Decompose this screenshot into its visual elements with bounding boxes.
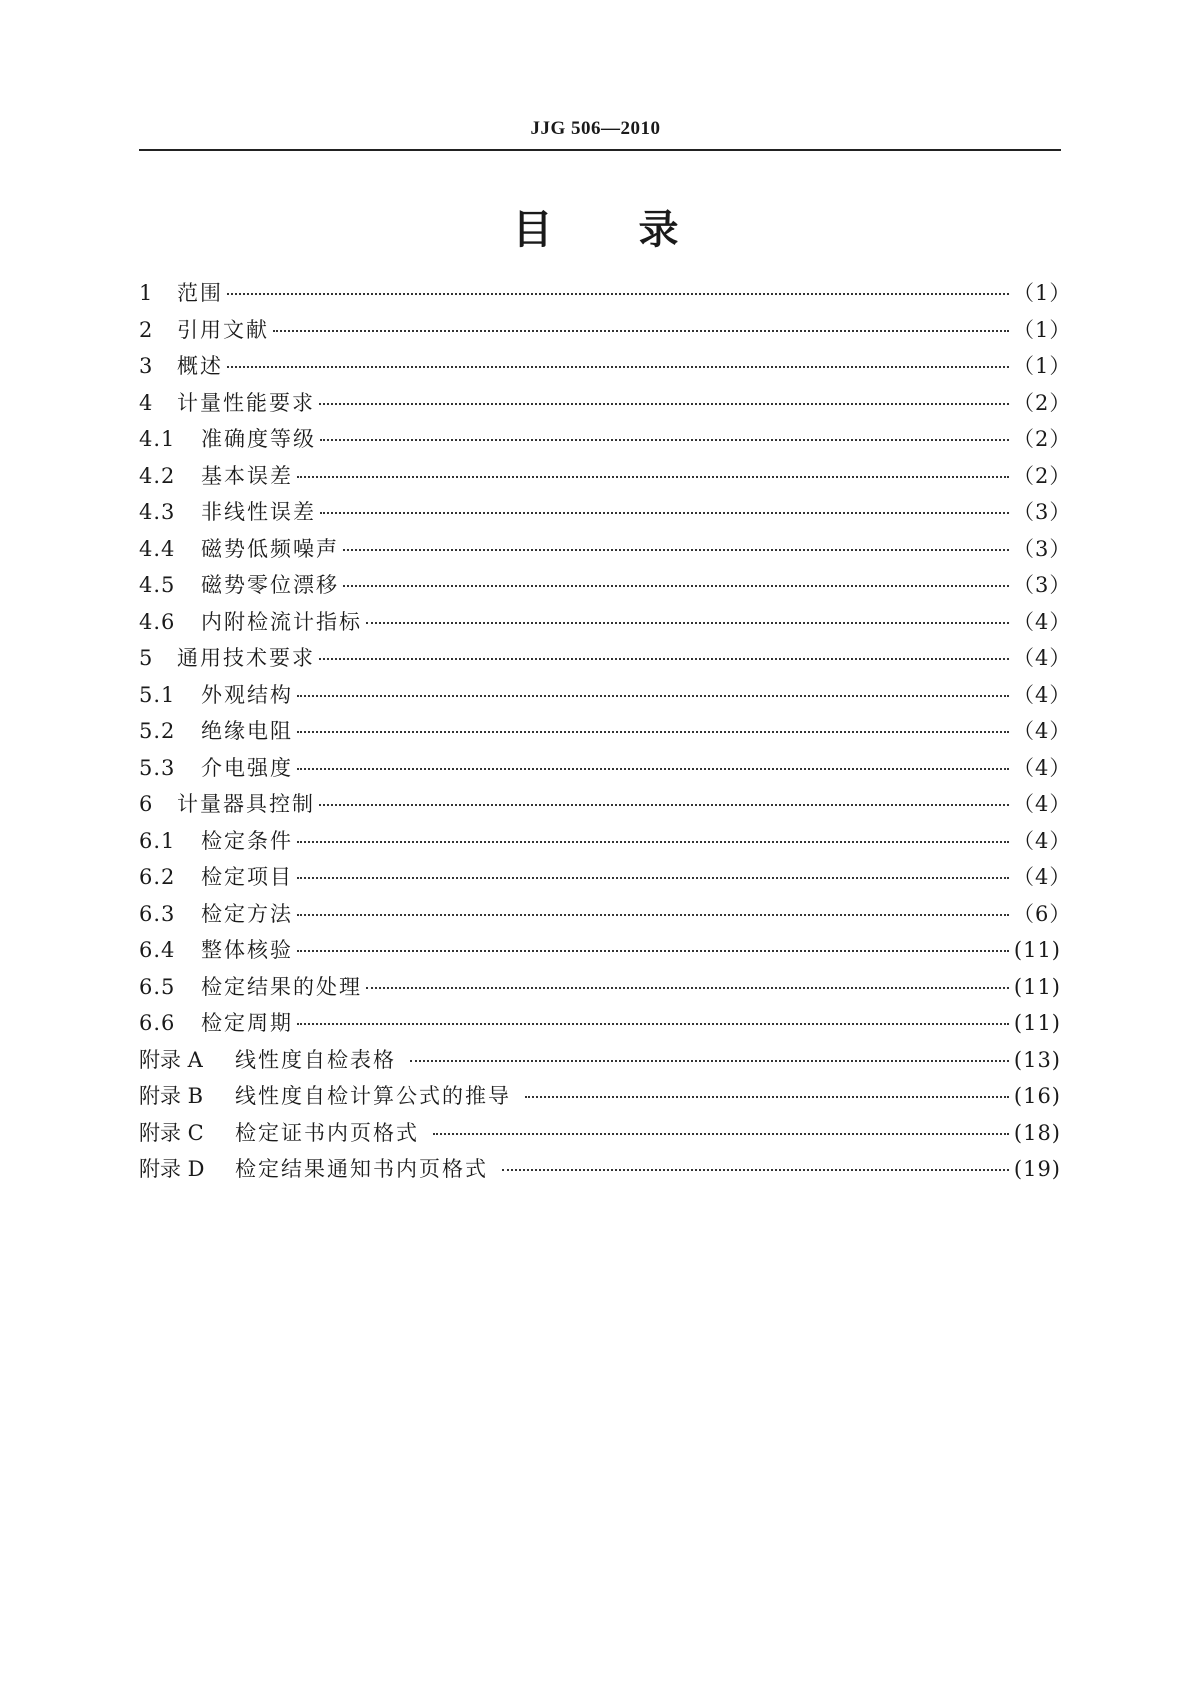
toc-entry-number: 附录 D [139, 1157, 205, 1181]
toc-entry-title: 介电强度 [201, 755, 293, 780]
toc-entry[interactable] [139, 387, 1072, 424]
toc-dot-leader [297, 823, 1009, 843]
toc-entry-number: 6 [139, 792, 154, 816]
toc-entry-number: 5.2 [139, 719, 176, 743]
toc-entry-page: （1） [1013, 354, 1072, 378]
title-char-2: 录 [638, 207, 679, 253]
toc-entry-page: （6） [1013, 901, 1072, 926]
table-of-contents [139, 277, 1072, 1190]
toc-entry-number: 6.4 [139, 938, 176, 962]
toc-dot-leader [320, 494, 1009, 514]
toc-entry[interactable] [139, 460, 1072, 497]
toc-dot-leader [297, 713, 1009, 733]
toc-entry-title: 线性度自检计算公式的推导 [235, 1084, 511, 1108]
toc-entry-number: 4.3 [139, 500, 176, 524]
page-title [0, 198, 1191, 255]
toc-entry-page: （4） [1013, 646, 1072, 670]
toc-entry[interactable] [139, 569, 1072, 606]
toc-entry-title: 准确度等级 [201, 427, 316, 451]
toc-entry[interactable] [139, 1080, 1061, 1117]
toc-entry-page: （2） [1013, 427, 1072, 451]
toc-entry-title: 非线性误差 [201, 500, 316, 524]
toc-entry-number: 4.5 [139, 573, 176, 597]
toc-dot-leader [502, 1151, 1009, 1171]
toc-entry-number: 6.6 [139, 1011, 176, 1035]
toc-entry-title: 内附检流计指标 [201, 609, 362, 634]
toc-dot-leader [273, 312, 1009, 332]
toc-entry-title: 基本误差 [201, 463, 293, 488]
toc-entry-title: 检定条件 [201, 828, 293, 853]
toc-entry[interactable] [139, 314, 1072, 351]
toc-entry-title: 检定项目 [201, 865, 293, 889]
toc-entry[interactable] [139, 1153, 1061, 1190]
toc-dot-leader [366, 604, 1009, 624]
toc-entry-number: 附录 C [139, 1120, 204, 1145]
toc-entry-page: （1） [1013, 317, 1072, 342]
toc-entry-number: 5.3 [139, 755, 176, 780]
toc-entry[interactable] [139, 971, 1061, 1008]
toc-dot-leader [227, 348, 1009, 368]
toc-entry-page: （4） [1013, 792, 1072, 816]
toc-entry[interactable] [139, 679, 1072, 716]
toc-dot-leader [297, 1005, 1009, 1025]
toc-entry-title: 范围 [177, 281, 223, 305]
toc-entry[interactable] [139, 715, 1072, 752]
toc-entry[interactable] [139, 934, 1061, 971]
toc-dot-leader [297, 750, 1009, 770]
toc-entry-page: （4） [1013, 682, 1072, 707]
toc-entry-page: (13) [1013, 1047, 1061, 1072]
toc-entry-page: （2） [1013, 463, 1072, 488]
header-rule [139, 149, 1061, 151]
toc-entry-number: 5 [139, 646, 154, 670]
toc-entry-number: 5.1 [139, 682, 176, 707]
toc-entry[interactable] [139, 277, 1072, 314]
toc-entry-number: 6.5 [139, 974, 176, 999]
toc-entry-title: 绝缘电阻 [201, 719, 293, 743]
toc-entry-title: 检定结果的处理 [201, 974, 362, 999]
toc-entry-title: 检定证书内页格式 [235, 1120, 419, 1145]
toc-dot-leader [320, 421, 1009, 441]
toc-entry-page: （4） [1013, 865, 1072, 889]
toc-entry-page: （4） [1013, 755, 1072, 780]
toc-entry-title: 检定结果通知书内页格式 [235, 1157, 488, 1181]
toc-entry-title: 通用技术要求 [177, 646, 315, 670]
toc-entry-number: 附录 A [139, 1047, 203, 1072]
toc-dot-leader [297, 859, 1009, 879]
toc-entry-number: 6.2 [139, 865, 176, 889]
toc-dot-leader [343, 531, 1009, 551]
toc-entry[interactable] [139, 898, 1072, 935]
toc-dot-leader [319, 385, 1009, 405]
toc-entry-page: (18) [1013, 1120, 1061, 1145]
toc-entry-number: 6.1 [139, 828, 176, 853]
toc-entry-title: 检定周期 [201, 1011, 293, 1035]
toc-entry-number: 4.4 [139, 536, 176, 561]
toc-entry[interactable] [139, 752, 1072, 789]
toc-entry-page: （4） [1013, 719, 1072, 743]
toc-entry-number: 4.6 [139, 609, 176, 634]
toc-entry[interactable] [139, 350, 1072, 387]
toc-entry-page: （3） [1013, 500, 1072, 524]
toc-entry-page: （3） [1013, 536, 1072, 561]
toc-entry[interactable] [139, 861, 1072, 898]
toc-entry-title: 线性度自检表格 [235, 1047, 396, 1072]
toc-entry[interactable] [139, 496, 1072, 533]
toc-entry-page: (16) [1013, 1084, 1061, 1108]
toc-entry-title: 整体核验 [201, 938, 293, 962]
toc-entry-title: 概述 [177, 354, 223, 378]
toc-entry-page: （2） [1013, 390, 1072, 415]
toc-dot-leader [297, 677, 1009, 697]
toc-entry-page: （3） [1013, 573, 1072, 597]
toc-dot-leader [410, 1042, 1009, 1062]
toc-dot-leader [343, 567, 1009, 587]
toc-dot-leader [433, 1115, 1009, 1135]
toc-entry-number: 6.3 [139, 901, 176, 926]
toc-dot-leader [319, 640, 1009, 660]
toc-dot-leader [366, 969, 1009, 989]
toc-entry[interactable] [139, 1044, 1061, 1081]
toc-entry[interactable] [139, 533, 1072, 570]
toc-entry-title: 计量器具控制 [177, 792, 315, 816]
toc-entry-number: 2 [139, 317, 154, 342]
toc-dot-leader [319, 786, 1009, 806]
toc-entry-title: 检定方法 [201, 901, 293, 926]
toc-dot-leader [227, 275, 1009, 295]
toc-entry-number: 4 [139, 390, 154, 415]
toc-entry-page: (11) [1013, 938, 1061, 962]
toc-entry[interactable] [139, 423, 1072, 460]
toc-entry[interactable] [139, 825, 1072, 862]
toc-dot-leader [525, 1078, 1009, 1098]
toc-dot-leader [297, 896, 1009, 916]
toc-entry[interactable] [139, 788, 1072, 825]
toc-entry[interactable] [139, 606, 1072, 643]
toc-entry-page: （4） [1013, 828, 1072, 853]
running-header: JJG 506—2010 [530, 118, 661, 139]
toc-entry-title: 引用文献 [177, 317, 269, 342]
toc-entry-page: (11) [1013, 974, 1061, 999]
toc-entry-number: 3 [139, 354, 154, 378]
toc-entry-page: （1） [1013, 281, 1072, 305]
toc-entry-title: 磁势低频噪声 [201, 536, 339, 561]
toc-entry-page: （4） [1013, 609, 1072, 634]
toc-entry-number: 1 [139, 281, 154, 305]
toc-entry[interactable] [139, 1117, 1061, 1154]
toc-entry-number: 4.1 [139, 427, 176, 451]
toc-entry-number: 附录 B [139, 1084, 204, 1108]
toc-entry-title: 磁势零位漂移 [201, 573, 339, 597]
toc-entry-page: (19) [1013, 1157, 1061, 1181]
toc-dot-leader [297, 932, 1009, 952]
title-char-1: 目 [512, 207, 553, 253]
toc-entry-number: 4.2 [139, 463, 176, 488]
toc-entry-page: (11) [1013, 1011, 1061, 1035]
toc-entry[interactable] [139, 642, 1072, 679]
toc-dot-leader [297, 458, 1009, 478]
toc-entry-title: 外观结构 [201, 682, 293, 707]
toc-entry[interactable] [139, 1007, 1061, 1044]
toc-entry-title: 计量性能要求 [177, 390, 315, 415]
